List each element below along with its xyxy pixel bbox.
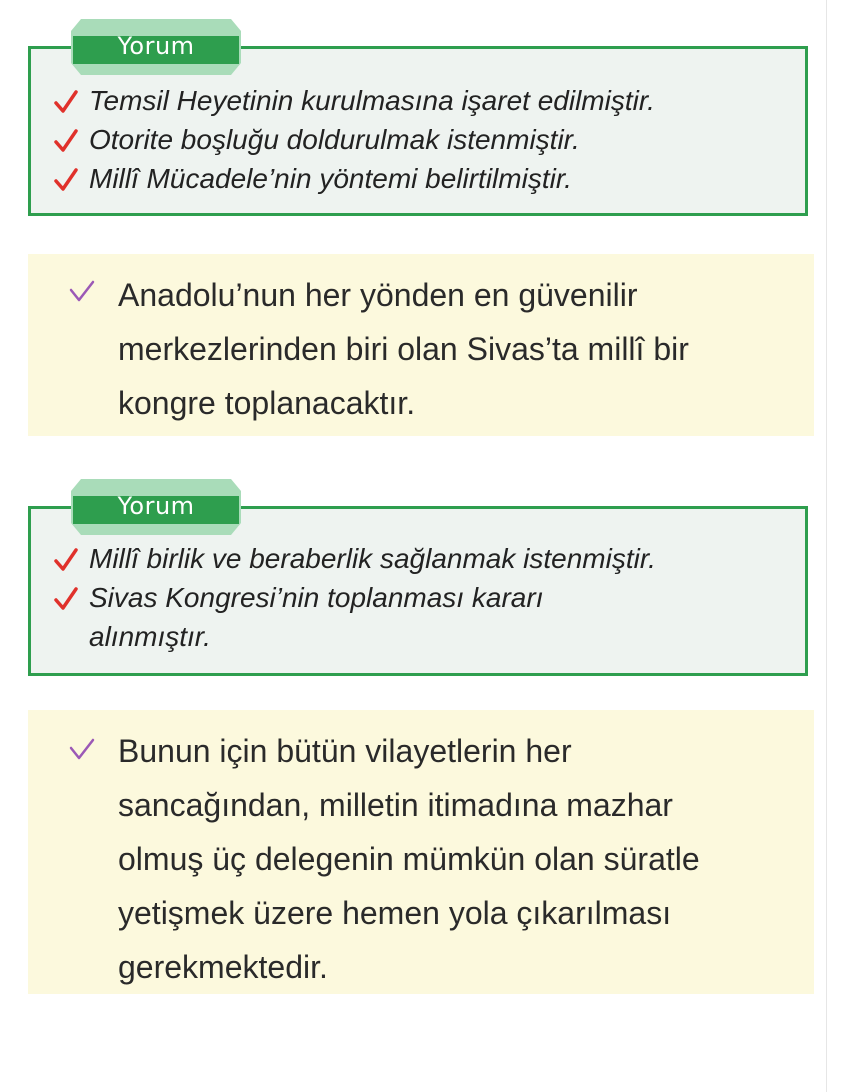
yorum-box-2 bbox=[28, 492, 808, 676]
quote-line: Bunun için bütün vilayetlerin her bbox=[118, 733, 572, 769]
yorum-item bbox=[53, 120, 795, 159]
yorum-item bbox=[53, 81, 795, 120]
yorum-item bbox=[53, 578, 655, 656]
yorum-list-1 bbox=[53, 81, 795, 198]
quote-line: yetişmek üzere hemen yola çıkarılması bbox=[118, 895, 672, 931]
quote-line: gerekmektedir. bbox=[118, 949, 328, 985]
yorum-tab-1 bbox=[71, 19, 241, 75]
yorum-tab-label: Yorum bbox=[117, 492, 195, 520]
purple-checkmark-icon bbox=[68, 278, 96, 304]
yorum-item bbox=[53, 539, 795, 578]
yorum-item-text: Millî birlik ve beraberlik sağlanmak istenmiştir. bbox=[89, 543, 656, 574]
yorum-item bbox=[53, 159, 795, 198]
yorum-item-text: Millî Mücadele’nin yöntemi belirtilmiştir. bbox=[89, 163, 572, 194]
yorum-item-text: Temsil Heyetinin kurulmasına işaret edilmiştir. bbox=[89, 85, 655, 116]
yorum-item-text: Otorite boşluğu doldurulmak istenmiştir. bbox=[89, 124, 580, 155]
quote-line: Anadolu’nun her yönden en güvenilir bbox=[118, 277, 638, 313]
quote-text-1 bbox=[118, 268, 794, 430]
red-checkmark-icon bbox=[53, 89, 79, 115]
quote-line: olmuş üç delegenin mümkün olan süratle bbox=[118, 841, 700, 877]
yorum-box-1 bbox=[28, 32, 808, 216]
purple-checkmark-icon bbox=[68, 736, 96, 762]
yorum-item-text: Sivas Kongresi’nin toplanması kararı alınmıştır. bbox=[89, 582, 544, 652]
red-checkmark-icon bbox=[53, 167, 79, 193]
quote-box-2 bbox=[28, 710, 814, 994]
quote-line: kongre toplanacaktır. bbox=[118, 385, 416, 421]
red-checkmark-icon bbox=[53, 128, 79, 154]
page-edge-rule bbox=[826, 0, 827, 1092]
quote-line: sancağından, milletin itimadına mazhar bbox=[118, 787, 673, 823]
quote-line: merkezlerinden biri olan Sivas’ta millî bir bbox=[118, 331, 689, 367]
red-checkmark-icon bbox=[53, 586, 79, 612]
quote-box-1 bbox=[28, 254, 814, 436]
yorum-list-2 bbox=[53, 539, 655, 656]
quote-text-2 bbox=[118, 724, 794, 994]
yorum-tab-2 bbox=[71, 479, 241, 535]
red-checkmark-icon bbox=[53, 547, 79, 573]
yorum-tab-label: Yorum bbox=[117, 32, 195, 60]
